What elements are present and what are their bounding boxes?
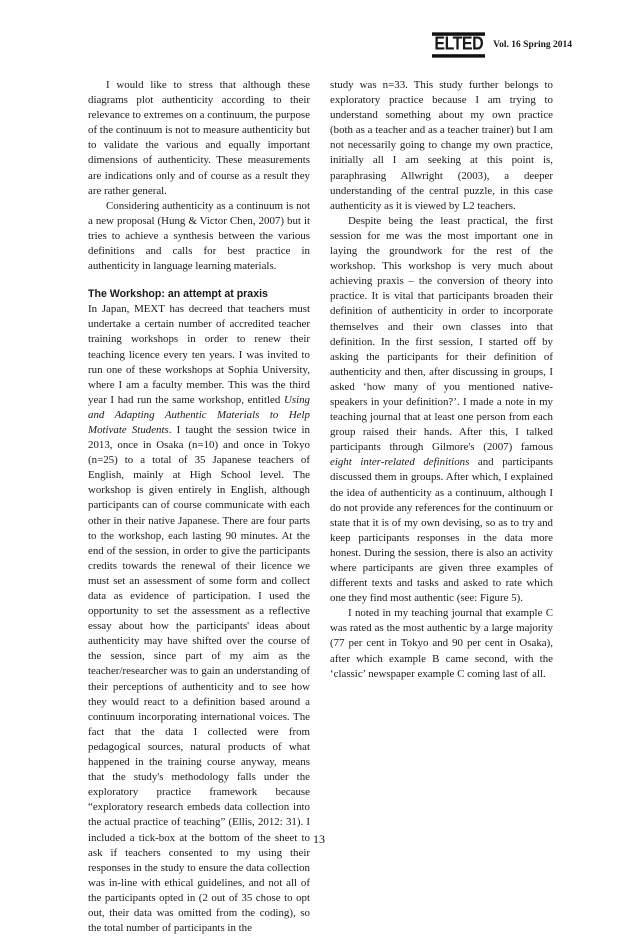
left-column — [88, 78, 310, 936]
left-paragraph-1: I would like to stress that although these diagrams plot authenticity according to their relevance to extremes on a continuum, the purpose of the continuum is not to measure authenticity but to validate the various and equally important dimensions of authenticity. These measurements are indications only and of course as a result they are rather general. — [88, 79, 311, 197]
definitions-emphasis: eight inter-related definitions — [330, 456, 470, 469]
right-paragraph-2: Despite being the least practical, the first session for me was the most important one in laying the groundwork for the rest of the workshop. This workshop is very much about achieving praxis – the conversion of theory into practice. It is vital that participants broaden their definition of authenticity in order to incorporate themselves and their own classes into that definition. In the first session, I started off by asking the participants for their definition of authenticity and then, after discussing in groups, I asked ‘how many of you mentioned native-speakers in your definition?’. I made a note in my teaching journal that at least one person from each group raised their hands. After this, I talked participants through Gilmore's (2007) famous eight inter-related definitions and participants discussed them in groups. After which, I explained the idea of authenticity as a continuum, although I do not provide any references for the continuum or state that it is of my own devising, so as to try and keep participants responses in the data more honest. During the session, there is also an activity where participants are given three examples of different texts and tasks and asked to rate which one they find most authentic (see: Figure 5). — [330, 214, 553, 605]
right-paragraph-1: study was n=33. This study further belongs to exploratory practice because I am trying to understand something about my own practice (both as a teacher and as a teacher trainer) but I am not necessarily going to change my own practice, initially all I am seeking at this point is, paraphrasing Allwright (2003), a deeper understanding of the central puzzle, in this case authenticity as it is viewed by L2 teachers. — [330, 79, 553, 212]
running-header — [432, 34, 572, 56]
workshop-title: Using and Adapting Authentic Materials to Help Motivate Students — [88, 393, 310, 436]
journal-logo: ELTED — [432, 32, 485, 57]
right-paragraph-3: I noted in my teaching journal that example C was rated as the most authentic by a large majority (77 per cent in Tokyo and 90 per cent in Osaka), after which example B came second, with the ‘classic’ newspaper example C coming last of all. — [330, 607, 553, 680]
left-paragraph-2: Considering authenticity as a continuum is not a new proposal (Hung & Victor Chen, 2007) but it tries to achieve a synthesis between the various definitions and calls for best practice in authenticity in language learning materials. — [88, 199, 310, 273]
issue-info: Vol. 16 Spring 2014 — [493, 40, 572, 50]
page-number: 13 — [313, 832, 325, 846]
right-column — [330, 78, 553, 682]
section-heading: The Workshop: an attempt at praxis — [88, 288, 268, 301]
left-paragraph-3: In Japan, MEXT has decreed that teachers must undertake a certain number of accredited teacher training workshops in order to renew their teaching licence every ten years. I was invited to run one of these workshops at Sophia University, where I am a faculty member. This was the third year I had run the same workshop, entitled Using and Adapting Authentic Materials to Help Motivate Students. I taught the session twice in 2013, once in Osaka (n=10) and once in Tokyo (n=25) to a total of 35 Japanese teachers of English, mainly at High School level. The workshop is given entirely in English, although participants can of course communicate with each other in their native Japanese. There are four parts to the workshop, each lasting 90 minutes. At the end of the session, in order to give the participants credits towards the renewal of their licence we must set an assessment of some form and collect data as evidence of participation. I used the opportunity to set the assessment as a reflective essay about how the participants' ideas about authenticity may have shifted over the course of the session, since part of my aim as the teacher/researcher was to gain an understanding of their perceptions of authenticity and to see how they would react to a definition based around a continuum incorporating international voices. The fact that the data I collected were from pedagogical sources, natural products of what happened in the training course anyway, means that the study's methodology falls under the exploratory practice framework because “exploratory research embeds data collection into the actual practice of teaching” (Ellis, 2012: 31). I included a tick-box at the bottom of the sheet to ask if teachers consented to my using their responses in the study to ensure the data collection was in-line with ethical guidelines, and not all of the participants opted in (2 out of 35 chose to opt out, their data was omitted from the coding), so the total number of participants in the — [88, 303, 311, 935]
